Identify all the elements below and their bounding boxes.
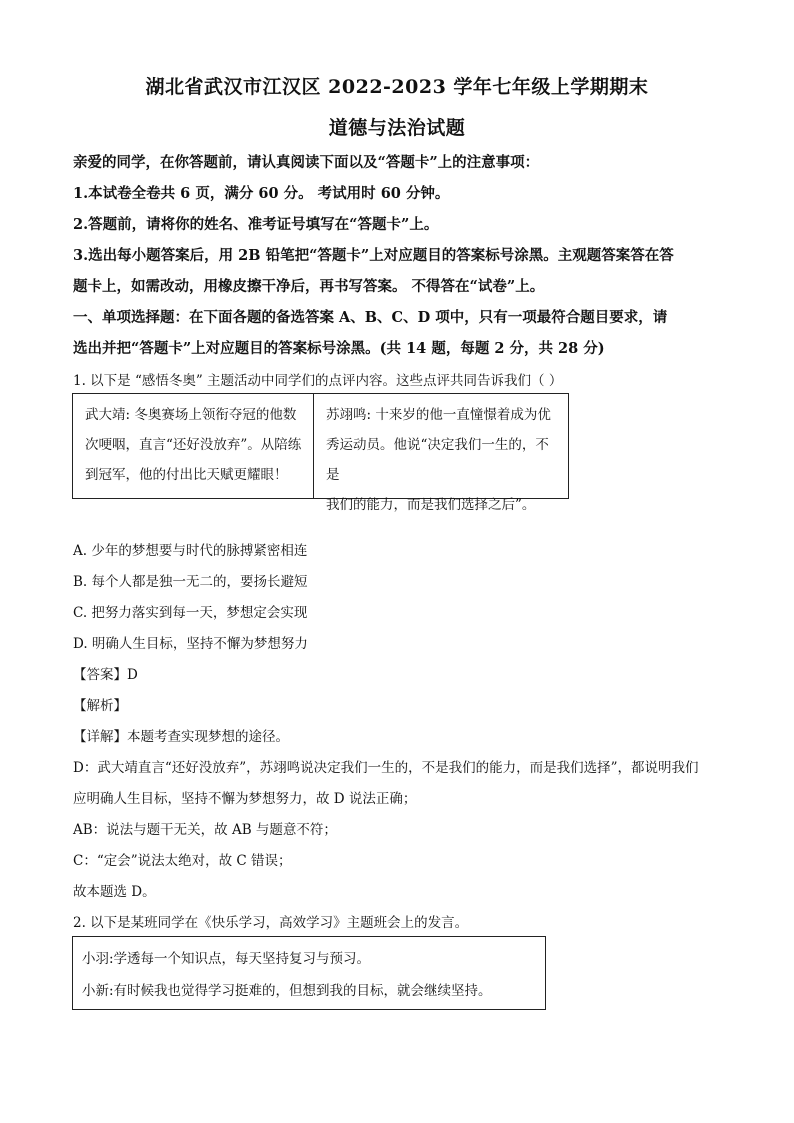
table-cell-text: 秀运动员。他说“决定我们一生的，不是 <box>326 437 549 483</box>
section-heading: 一、单项选择题：在下面各题的备选答案 A、B、C、D 项中，只有一项最符合题目要求，请 <box>73 309 668 326</box>
speech-xiaoyu: 小羽:学透每一个知识点，每天坚持复习与预习。 <box>82 951 371 967</box>
question-2-box <box>72 936 546 1010</box>
question-1-table <box>72 393 569 513</box>
table-cell-left <box>73 394 313 490</box>
table-cell-text: 苏翊鸣: 十来岁的他一直憧憬着成为优 <box>326 407 551 423</box>
exam-subtitle: 道德与法治试题 <box>328 117 466 139</box>
table-cell-text: 武大靖: 冬奥赛场上领衔夺冠的他数 <box>85 407 297 423</box>
answer-value: D <box>127 667 138 683</box>
answer-line <box>73 663 138 683</box>
explanation-d-line-2: 应明确人生目标，坚持不懈为梦想努力，故 D 说法正确； <box>73 791 417 807</box>
instructions-intro: 亲爱的同学，在你答题前，请认真阅读下面以及“答题卡”上的注意事项： <box>73 154 540 171</box>
speech-xiaoxin: 小新:有时候我也觉得学习挺难的，但想到我的目标，就会继续坚持。 <box>82 983 492 999</box>
table-cell-text: 到冠军，他的付出比天赋更耀眼！ <box>85 467 288 483</box>
table-cell-right <box>314 394 568 520</box>
explanation-c: C：“定会”说法太绝对，故 C 错误； <box>73 853 292 869</box>
table-cell-text: 次哽咽，直言“还好没放弃”。从陪练 <box>85 437 302 453</box>
instruction-item-3: 3.选出每小题答案后，用 2B 铅笔把“答题卡”上对应题目的答案标号涂黑。主观题答案答在答 <box>73 247 674 264</box>
option-a: A. 少年的梦想要与时代的脉搏紧密相连 <box>73 543 308 559</box>
instruction-item-1: 1.本试卷全卷共 6 页，满分 60 分。 考试用时 60 分钟。 <box>73 185 450 202</box>
exam-title: 湖北省武汉市江汉区 2022-2023 学年七年级上学期期末 <box>145 76 649 98</box>
instruction-item-2: 2.答题前，请将你的姓名、准考证号填写在“答题卡”上。 <box>73 216 439 233</box>
question-1-stem: 1. 以下是 “感悟冬奥” 主题活动中同学们的点评内容。这些点评共同告诉我们（ ） <box>73 373 563 389</box>
detail-line: 【详解】本题考查实现梦想的途径。 <box>73 729 289 745</box>
explanation-ab: AB：说法与题干无关，故 AB 与题意不符； <box>73 822 337 838</box>
option-b: B. 每个人都是独一无二的，要扬长避短 <box>73 574 308 590</box>
conclusion: 故本题选 D。 <box>73 884 156 900</box>
option-d: D. 明确人生目标，坚持不懈为梦想努力 <box>73 636 308 652</box>
question-2-stem: 2. 以下是某班同学在《快乐学习，高效学习》主题班会上的发言。 <box>73 915 469 931</box>
explanation-d-line-1: D：武大靖直言“还好没放弃”，苏翊鸣说决定我们一生的，不是我们的能力，而是我们选择”，都说明我们 <box>73 760 699 776</box>
analysis-label: 【解析】 <box>73 698 127 714</box>
answer-label: 【答案】 <box>73 667 127 683</box>
option-c: C. 把努力落实到每一天，梦想定会实现 <box>73 605 308 621</box>
section-heading-cont: 选出并把“答题卡”上对应题目的答案标号涂黑。(共 14 题，每题 2 分，共 28 分) <box>73 340 605 357</box>
table-cell-text: 我们的能力，而是我们选择之后”。 <box>326 497 536 513</box>
instruction-item-3-cont: 题卡上，如需改动，用橡皮擦干净后，再书写答案。 不得答在“试卷”上。 <box>73 278 545 295</box>
